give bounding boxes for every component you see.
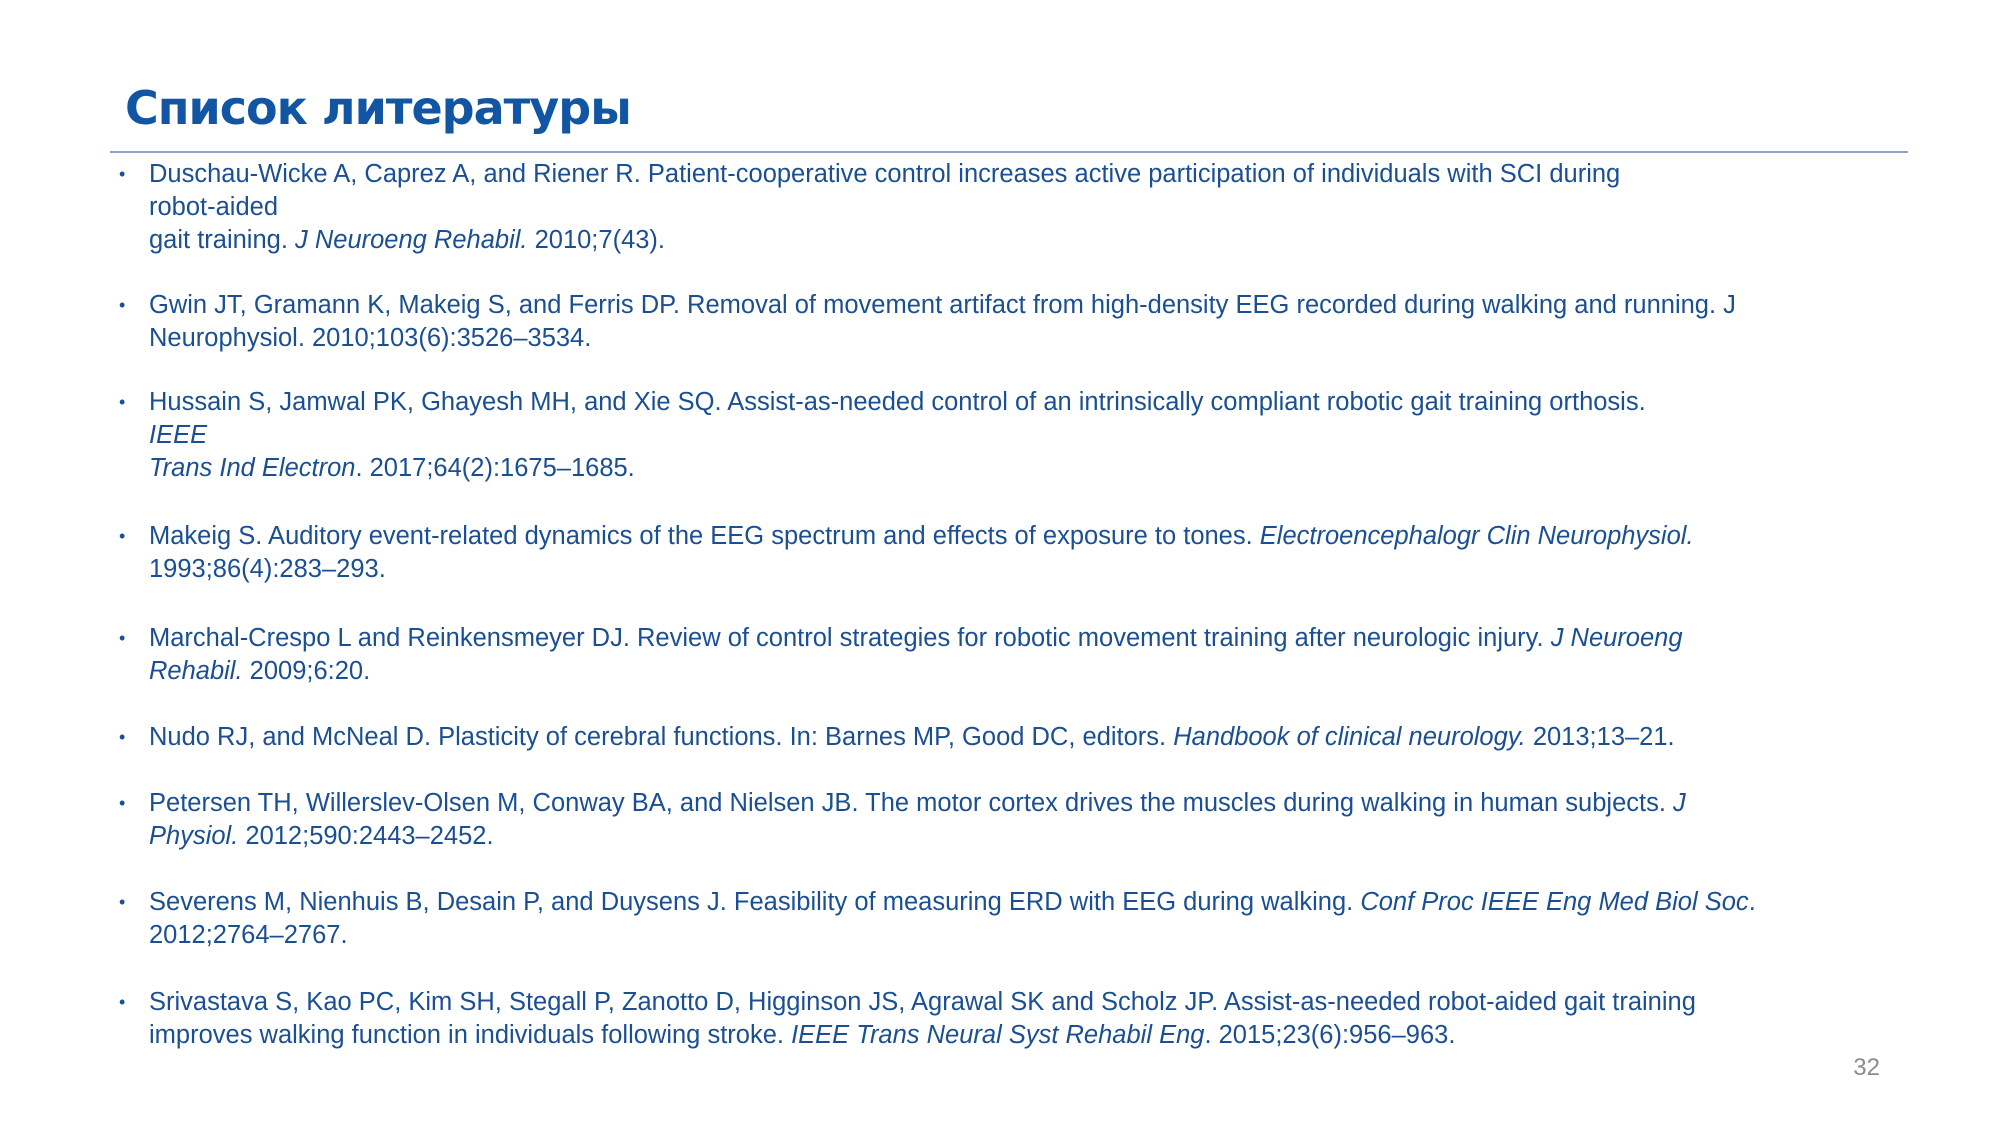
reference-text-segment: 2009;6:20. bbox=[242, 657, 371, 685]
page-number: 32 bbox=[1853, 1054, 1880, 1081]
bullet-icon: • bbox=[119, 793, 126, 813]
reference-text-segment: Makeig S. Auditory event-related dynamics of the EEG spectrum and effects of exposure to tones. bbox=[149, 522, 1260, 550]
journal-name: Physiol. bbox=[149, 822, 239, 850]
title-divider bbox=[110, 151, 1908, 153]
reference-text bbox=[149, 787, 1900, 853]
reference-text-segment: . bbox=[1748, 888, 1756, 916]
reference-line bbox=[149, 721, 1900, 754]
reference-text bbox=[149, 721, 1900, 754]
bullet-icon: • bbox=[119, 727, 126, 747]
journal-name: IEEE bbox=[149, 421, 208, 449]
reference-line bbox=[149, 886, 1900, 919]
reference-line: robot-aided bbox=[149, 193, 279, 221]
bullet-icon: • bbox=[119, 392, 126, 412]
journal-name: J Neuroeng Rehabil. bbox=[295, 226, 528, 254]
page-title: Список литературы bbox=[125, 81, 631, 135]
journal-name: IEEE Trans Neural Syst Rehabil Eng bbox=[791, 1021, 1205, 1049]
reference-text bbox=[149, 886, 1900, 952]
journal-name: J Neuroeng bbox=[1550, 624, 1683, 652]
bullet-icon: • bbox=[119, 295, 126, 315]
journal-name: J bbox=[1673, 789, 1686, 817]
reference-text-segment: 2012;590:2443–2452. bbox=[238, 822, 494, 850]
reference-text bbox=[149, 986, 1900, 1052]
reference-line: Neurophysiol. 2010;103(6):3526–3534. bbox=[149, 324, 592, 352]
reference-text-segment: 2010;7(43). bbox=[527, 226, 666, 254]
bullet-icon: • bbox=[119, 526, 126, 546]
reference-text bbox=[149, 158, 1900, 257]
reference-text-segment: 2013;13–21. bbox=[1525, 723, 1675, 751]
reference-text-segment: improves walking function in individuals following stroke. bbox=[149, 1021, 792, 1049]
journal-name: Trans Ind Electron bbox=[149, 454, 356, 482]
journal-name: Electroencephalogr Clin Neurophysiol. bbox=[1259, 522, 1694, 550]
reference-line bbox=[149, 787, 1900, 820]
reference-line bbox=[149, 520, 1900, 553]
reference-line: Hussain S, Jamwal PK, Ghayesh MH, and Xie SQ. Assist-as-needed control of an intrinsically compliant robotic gait training orthosis. bbox=[149, 388, 1646, 416]
reference-text bbox=[149, 386, 1900, 485]
reference-text-segment: . 2015;23(6):956–963. bbox=[1204, 1021, 1456, 1049]
reference-line bbox=[149, 655, 1900, 688]
reference-text bbox=[149, 520, 1900, 586]
reference-text-segment: Severens M, Nienhuis B, Desain P, and Duysens J. Feasibility of measuring ERD with EEG during walking. bbox=[149, 888, 1361, 916]
journal-name: Handbook of clinical neurology. bbox=[1173, 723, 1526, 751]
reference-line: 2012;2764–2767. bbox=[149, 921, 348, 949]
reference-line: Gwin JT, Gramann K, Makeig S, and Ferris DP. Removal of movement artifact from high-density EEG recorded during walking and running. J bbox=[149, 291, 1736, 319]
reference-text-segment: gait training. bbox=[149, 226, 296, 254]
reference-line bbox=[149, 1019, 1900, 1052]
reference-line: 1993;86(4):283–293. bbox=[149, 555, 386, 583]
bullet-icon: • bbox=[119, 164, 126, 184]
reference-line: Duschau-Wicke A, Caprez A, and Riener R. Patient-cooperative control increases active participation of individuals with SCI during bbox=[149, 160, 1621, 188]
journal-name: Rehabil. bbox=[149, 657, 243, 685]
reference-text-segment: Nudo RJ, and McNeal D. Plasticity of cerebral functions. In: Barnes MP, Good DC, editors. bbox=[149, 723, 1174, 751]
bullet-icon: • bbox=[119, 628, 126, 648]
bullet-icon: • bbox=[119, 892, 126, 912]
bullet-icon: • bbox=[119, 992, 126, 1012]
reference-text bbox=[149, 289, 1900, 355]
reference-text bbox=[149, 622, 1900, 688]
reference-text-segment: Petersen TH, Willerslev-Olsen M, Conway BA, and Nielsen JB. The motor cortex drives the muscles during walking in human subjects. bbox=[149, 789, 1674, 817]
reference-text-segment: . 2017;64(2):1675–1685. bbox=[355, 454, 635, 482]
reference-text-segment: Marchal-Crespo L and Reinkensmeyer DJ. Review of control strategies for robotic movement training after neurologic injury. bbox=[149, 624, 1551, 652]
reference-line bbox=[149, 452, 1900, 485]
reference-line bbox=[149, 622, 1900, 655]
journal-name: Conf Proc IEEE Eng Med Biol Soc bbox=[1360, 888, 1749, 916]
reference-line: Srivastava S, Kao PC, Kim SH, Stegall P, Zanotto D, Higginson JS, Agrawal SK and Scholz JP. Assist-as-needed robot-aided gait training bbox=[149, 988, 1696, 1016]
reference-line bbox=[149, 820, 1900, 853]
reference-line bbox=[149, 224, 1900, 257]
